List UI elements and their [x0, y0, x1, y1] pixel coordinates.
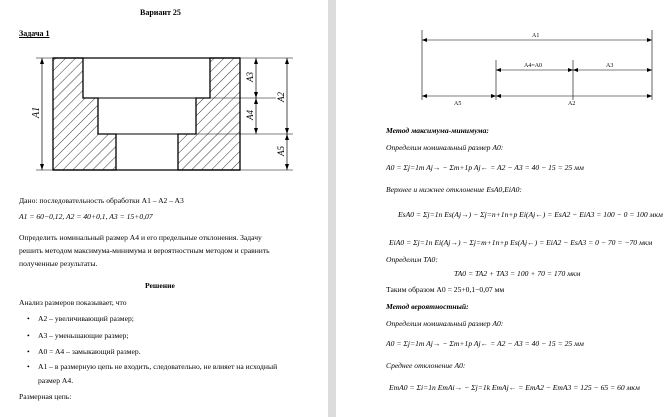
diag-a2: A2 [568, 101, 576, 107]
task-text-3: полученные результаты. [19, 259, 98, 268]
method2-heading: Метод вероятностный: [386, 302, 469, 311]
part-drawing [28, 46, 298, 180]
bullet-marker: • [27, 347, 30, 356]
nominal-label: Определим номинальный размер A0: [386, 143, 504, 152]
bullet-1: A2 – увеличивающий размер; [38, 314, 134, 323]
diag-a4a0: A4=A0 [524, 63, 543, 69]
deviation-label: Верхнее и нижнее отклонение EsA0,EiA0: [386, 185, 522, 194]
result-line: Таким образом A0 = 25+0,1−0,07 мм [386, 285, 505, 294]
dims-line: A1 = 60−0,12, A2 = 40+0,1, A3 = 15+0,07 [19, 212, 153, 221]
mean-label: Среднее отклонение A0: [386, 361, 466, 370]
label-a3: A3 [245, 72, 255, 82]
task-heading: Задача 1 [19, 29, 50, 38]
analysis-text: Анализ размеров показывает, что [19, 298, 127, 307]
task-text-2: решить методом максимума-минимума и вероятностным методом и сравнить [19, 246, 270, 255]
left-page [0, 0, 328, 417]
bullet-marker: • [27, 362, 30, 371]
label-a2: A2 [276, 92, 286, 102]
nominal-label-2: Определим номинальный размер A0: [386, 319, 504, 328]
right-page [336, 0, 666, 417]
label-a1: A1 [31, 106, 42, 118]
es-equation: EsA0 = Σj=1n Es(Aj→) − Σj=n+1n+p Ei(Aj←) = EsA2 − EiA3 = 100 − 0 = 100 мкм [398, 210, 663, 219]
chain-label: Размерная цепь: [19, 392, 72, 401]
nominal-eq: A0 = Σj=1m Aj→ − Σm+1p Aj← = A2 − A3 = 40 − 15 = 25 мм [386, 163, 584, 172]
page-gap [328, 0, 336, 417]
bullet-4-cont: размер A4. [38, 376, 74, 385]
solution-heading: Решение [145, 281, 175, 290]
method1-heading: Метод максимума-минимума: [386, 126, 489, 135]
label-a5: A5 [276, 146, 286, 156]
bullet-2: A3 – уменьшающие размер; [38, 331, 129, 340]
bullet-3: A0 = A4 – замыкающий размер. [38, 347, 141, 356]
mean-equation: EmA0 = Σi=1n EmAi→ − Σj=1k EmAj← = EmA2 − EmA3 = 125 − 65 = 60 мкм [389, 383, 640, 392]
label-a4: A4 [245, 110, 255, 120]
diag-a5: A5 [454, 101, 462, 107]
diag-a1: A1 [532, 33, 540, 39]
ta-label: Определим TA0: [386, 255, 438, 264]
bullet-4: A1 – в размерную цепь не входить, следовательно, не влияет на исходный [38, 362, 278, 371]
chain-diagram [416, 30, 666, 110]
diag-a3: A3 [606, 63, 614, 69]
bullet-marker: • [27, 314, 30, 323]
given-line: Дано: последовательность обработки A1 – A2 – A3 [19, 196, 184, 205]
ta-equation: TA0 = TA2 + TA3 = 100 + 70 = 170 мкм [454, 269, 581, 278]
ei-equation: EiA0 = Σj=1n Ei(Aj→) − Σj=m+1n+p Es(Aj←) = EiA2 − EsA3 = 0 − 70 = −70 мкм [389, 238, 653, 247]
nominal-eq-2: A0 = Σj=1m Aj→ − Σm+1p Aj← = A2 − A3 = 40 − 15 = 25 мм [386, 339, 584, 348]
bullet-marker: • [27, 331, 30, 340]
variant-title: Вариант 25 [140, 8, 181, 17]
task-text-1: Определить номинальный размер A4 и его предельные отклонения. Задачу [19, 233, 262, 242]
